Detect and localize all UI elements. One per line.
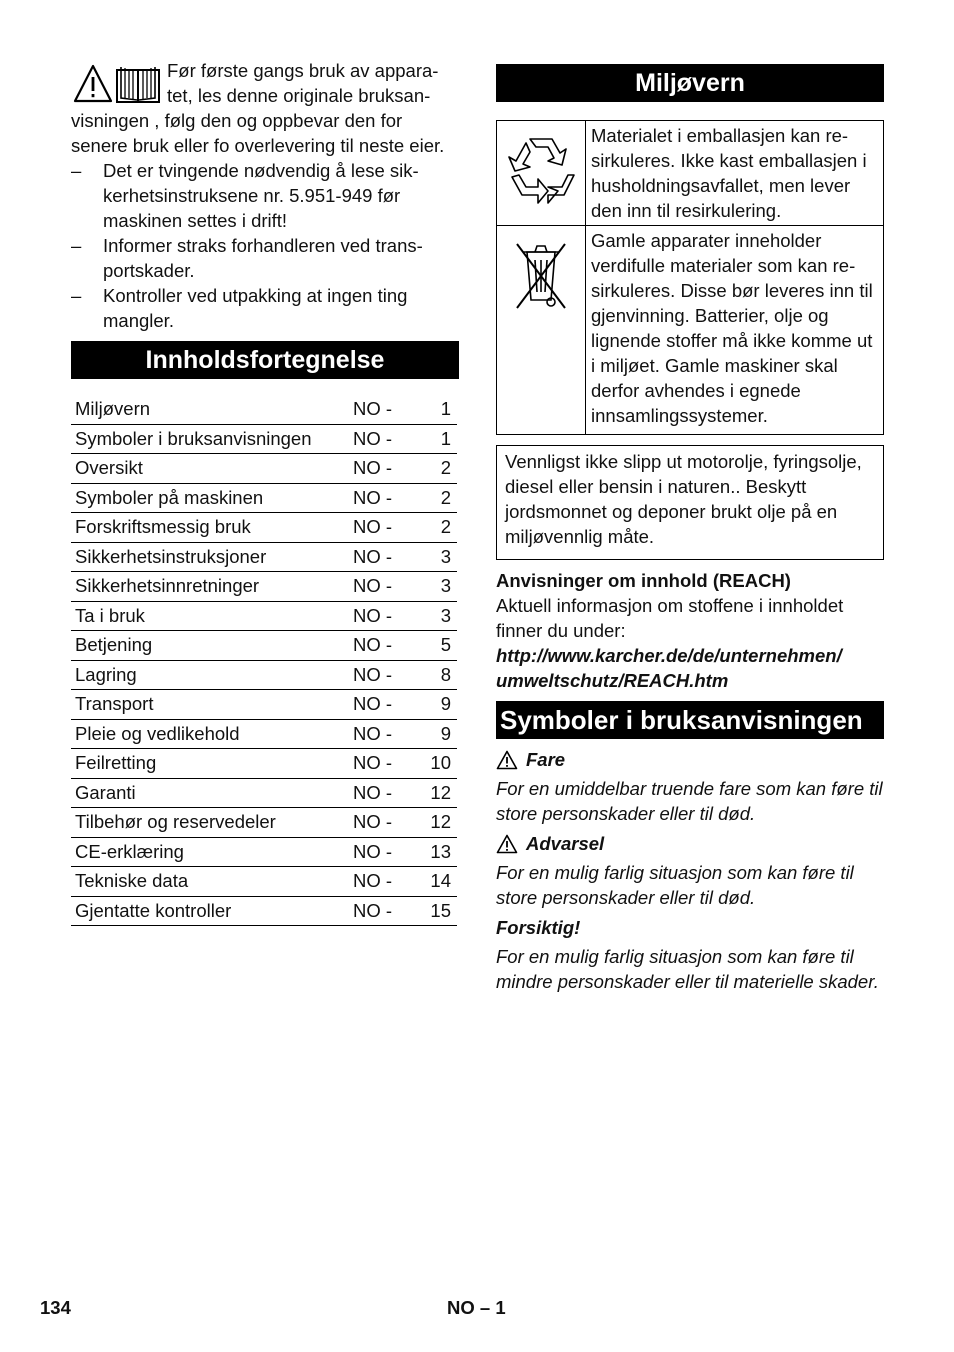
- bin-row: [497, 226, 884, 435]
- toc-page: 3: [423, 572, 457, 602]
- reach-title: Anvisninger om innhold (REACH): [496, 570, 791, 591]
- intro-rest: visningen , følg den og oppbevar den for senere bruk eller fo overlevering til neste eier.: [71, 110, 445, 156]
- recycle-row: [497, 121, 884, 226]
- crossed-bin-icon: [513, 240, 569, 312]
- toc-code: NO -: [353, 660, 423, 690]
- right-column: [496, 64, 884, 994]
- toc-row: [71, 631, 457, 661]
- toc-code: NO -: [353, 631, 423, 661]
- intro-block: [71, 58, 459, 158]
- toc-page: 1: [423, 395, 457, 424]
- toc-row: [71, 837, 457, 867]
- toc-page: 9: [423, 690, 457, 720]
- symbols-block: [496, 747, 884, 994]
- toc-row: [71, 896, 457, 926]
- toc-page: 2: [423, 513, 457, 543]
- toc-page: 9: [423, 719, 457, 749]
- toc-title: Sikkerhetsinstruksjoner: [71, 542, 353, 572]
- warning-triangle-icon: [496, 750, 518, 770]
- toc-code: NO -: [353, 778, 423, 808]
- forsiktig-text: For en mulig farlig situasjon som kan føre til mindre personskader eller til materielle skader.: [496, 946, 879, 992]
- toc-code: NO -: [353, 483, 423, 513]
- toc-page: 3: [423, 542, 457, 572]
- page-number: 134: [40, 1297, 71, 1318]
- bullet-list: [71, 158, 459, 333]
- forsiktig-label: Forsiktig!: [496, 917, 581, 938]
- toc-code: NO -: [353, 837, 423, 867]
- toc-page: 2: [423, 454, 457, 484]
- toc-code: NO -: [353, 896, 423, 926]
- environment-table: [496, 120, 884, 435]
- toc-row: [71, 454, 457, 484]
- toc-title: Miljøvern: [71, 395, 353, 424]
- toc-row: [71, 808, 457, 838]
- warning-triangle-icon: [496, 834, 518, 854]
- toc-page: 3: [423, 601, 457, 631]
- toc-page: 8: [423, 660, 457, 690]
- toc-code: NO -: [353, 424, 423, 454]
- bullet-item: – Det er tvingende nødvendig å lese sikkerhetsinstruksene nr. 5.951-949 før maskinen settes i drift!: [71, 160, 419, 231]
- toc-page: 15: [423, 896, 457, 926]
- intro-line-1: Før første gangs bruk av appara-: [167, 60, 439, 81]
- toc-title: Ta i bruk: [71, 601, 353, 631]
- toc-row: [71, 601, 457, 631]
- toc-row: [71, 395, 457, 424]
- toc-page: 1: [423, 424, 457, 454]
- toc-row: [71, 542, 457, 572]
- toc-code: NO -: [353, 601, 423, 631]
- bin-icon-cell: [497, 226, 586, 435]
- environment-heading: Miljøvern: [496, 64, 884, 102]
- toc-code: NO -: [353, 513, 423, 543]
- bullet-item: – Kontroller ved utpakking at ingen ting mangler.: [71, 285, 408, 331]
- toc-row: [71, 719, 457, 749]
- bullet-item: – Informer straks forhandleren ved transportskader.: [71, 235, 423, 281]
- toc-code: NO -: [353, 454, 423, 484]
- toc-title: Pleie og vedlikehold: [71, 719, 353, 749]
- toc-title: Tekniske data: [71, 867, 353, 897]
- bin-text: Gamle apparater inneholder verdifulle materialer som kan resirkuleres. Disse bør leveres inn til gjenvinning. Batterier, olje og lignende stoffer må ikke komme ut i miljøet. Gamle maskiner skal derfor avhendes i egnede innsamlingssystemer.: [586, 226, 884, 435]
- toc-heading: Innholdsfortegnelse: [71, 341, 459, 379]
- fare-text: For en umiddelbar truende fare som kan føre til store personskader eller til død.: [496, 778, 883, 824]
- toc-title: Symboler på maskinen: [71, 483, 353, 513]
- left-column: [71, 58, 459, 926]
- toc-row: [71, 513, 457, 543]
- warning-and-manual-icon: [73, 64, 161, 104]
- toc-row: [71, 778, 457, 808]
- reach-block: [496, 568, 884, 693]
- toc-code: NO -: [353, 808, 423, 838]
- toc-title: Lagring: [71, 660, 353, 690]
- reach-text: Aktuell informasjon om stoffene i innholdet finner du under:: [496, 595, 844, 641]
- toc-title: Garanti: [71, 778, 353, 808]
- toc-page: 2: [423, 483, 457, 513]
- toc-code: NO -: [353, 572, 423, 602]
- toc-row: [71, 660, 457, 690]
- toc-row: [71, 749, 457, 779]
- toc-title: Sikkerhetsinnretninger: [71, 572, 353, 602]
- toc-title: Transport: [71, 690, 353, 720]
- toc-title: Oversikt: [71, 454, 353, 484]
- advarsel-text: For en mulig farlig situasjon som kan føre til store personskader eller til død.: [496, 862, 854, 908]
- advarsel-label-row: [496, 831, 884, 856]
- toc-row: [71, 572, 457, 602]
- toc-code: NO -: [353, 719, 423, 749]
- oil-notice-box: Vennligst ikke slipp ut motorolje, fyringsolje, diesel eller bensin i naturen.. Beskytt jordsmonnet og deponer brukt olje på en miljøvennlig måte.: [496, 445, 884, 560]
- toc-code: NO -: [353, 867, 423, 897]
- toc-title: Forskriftsmessig bruk: [71, 513, 353, 543]
- toc-title: Betjening: [71, 631, 353, 661]
- advarsel-label: Advarsel: [526, 833, 605, 854]
- toc-title: Symboler i bruksanvisningen: [71, 424, 353, 454]
- section-page-label: NO – 1: [447, 1297, 506, 1318]
- toc-page: 12: [423, 808, 457, 838]
- toc-row: [71, 483, 457, 513]
- toc-code: NO -: [353, 395, 423, 424]
- toc-page: 12: [423, 778, 457, 808]
- symbols-heading: Symboler i bruksanvisningen: [496, 701, 884, 739]
- toc-title: Gjentatte kontroller: [71, 896, 353, 926]
- reach-link[interactable]: http://www.karcher.de/de/unternehmen/ umweltschutz/REACH.htm: [496, 645, 842, 691]
- toc-title: Feilretting: [71, 749, 353, 779]
- fare-label: Fare: [526, 749, 566, 770]
- toc-page: 13: [423, 837, 457, 867]
- recycle-icon: [504, 133, 578, 209]
- toc-page: 5: [423, 631, 457, 661]
- toc-row: [71, 424, 457, 454]
- intro-line-2: tet, les denne originale bruksan-: [167, 85, 431, 106]
- toc-code: NO -: [353, 749, 423, 779]
- recycle-text: Materialet i emballasjen kan resirkuleres. Ikke kast emballasjen i husholdningsavfallet, men lever den inn til resirkulering.: [586, 121, 884, 226]
- toc-title: CE-erklæring: [71, 837, 353, 867]
- toc-page: 10: [423, 749, 457, 779]
- fare-label-row: [496, 747, 884, 772]
- recycle-icon-cell: [497, 121, 586, 226]
- toc-table: [71, 395, 457, 926]
- toc-row: [71, 690, 457, 720]
- toc-page: 14: [423, 867, 457, 897]
- toc-code: NO -: [353, 542, 423, 572]
- toc-row: [71, 867, 457, 897]
- toc-title: Tilbehør og reservedeler: [71, 808, 353, 838]
- toc-code: NO -: [353, 690, 423, 720]
